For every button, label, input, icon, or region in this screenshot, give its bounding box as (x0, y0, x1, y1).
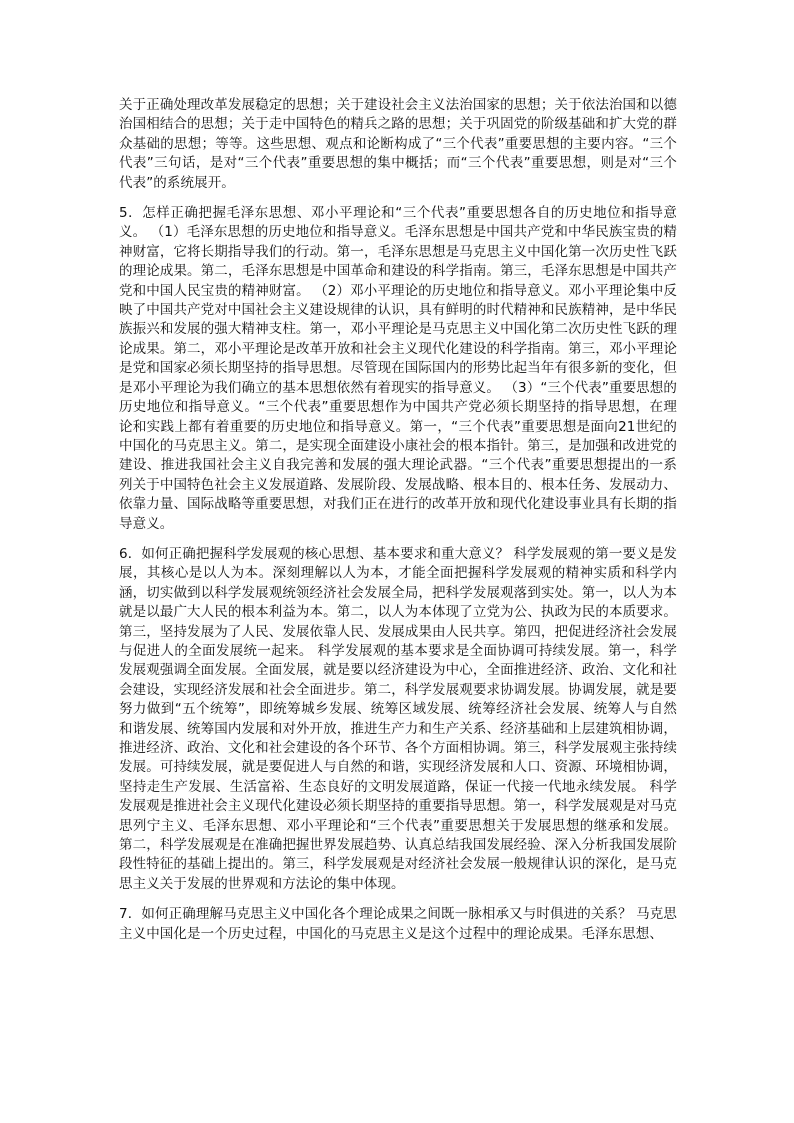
document-page (119, 96, 677, 955)
paragraph-question-5: 5．怎样正确把握毛泽东思想、邓小平理论和“三个代表”重要思想各自的历史地位和指导意义。 （1）毛泽东思想的历史地位和指导意义。毛泽东思想是中国共产党和中华民族宝贵的精神财富，它将长期指导我们的行动。第一，毛泽东思想是马克思主义中国化第一次历史性飞跃的理论成果。第二，毛泽东思想是中国革命和建设的科学指南。第三，毛泽东思想是中国共产党和中国人民宝贵的精神财富。 （2）邓小平理论的历史地位和指导意义。邓小平理论集中反映了中国共产党对中国社会主义建设规律的认识，具有鲜明的时代精神和民族精神，是中华民族振兴和发展的强大精神支柱。第一，邓小平理论是马克思主义中国化第二次历史性飞跃的理论成果。第二，邓小平理论是改革开放和社会主义现代化建设的科学指南。第三，邓小平理论是党和国家必须长期坚持的指导思想。尽管现在国际国内的形势比起当年有很多新的变化，但是邓小平理论为我们确立的基本思想依然有着现实的指导意义。 （3）“三个代表”重要思想的历史地位和指导意义。“三个代表”重要思想作为中国共产党必须长期坚持的指导思想，在理论和实践上都有着重要的历史地位和指导意义。第一，“三个代表”重要思想是面向21世纪的中国化的马克思主义。第二，是实现全面建设小康社会的根本指针。第三，是加强和改进党的建设、推进我国社会主义自我完善和发展的强大理论武器。“三个代表”重要思想提出的一系列关于中国特色社会主义发展道路、发展阶段、发展战略、根本目的、根本任务、发展动力、依靠力量、国际战略等重要思想，对我们正在进行的改革开放和现代化建设事业具有长期的指导意义。 (119, 205, 677, 532)
paragraph-intro-continuation: 关于正确处理改革发展稳定的思想；关于建设社会主义法治国家的思想；关于依法治国和以德治国相结合的思想；关于走中国特色的精兵之路的思想；关于巩固党的阶级基础和扩大党的群众基础的思想；等等。这些思想、观点和论断构成了“三个代表”重要思想的主要内容。“三个代表”三句话，是对“三个代表”重要思想的集中概括；而“三个代表”重要思想，则是对“三个代表”的系统展开。 (119, 97, 677, 191)
paragraph-question-7: 7．如何正确理解马克思主义中国化各个理论成果之间既一脉相承又与时俱进的关系？ 马克思主义中国化是一个历史过程，中国化的马克思主义是这个过程中的理论成果。毛泽东思想、 (119, 906, 677, 942)
paragraph-question-6: 6．如何正确把握科学发展观的核心思想、基本要求和重大意义？ 科学发展观的第一要义是发展，其核心是以人为本。深刻理解以人为本，才能全面把握科学发展观的精神实质和科学内涵，切实做到以科学发展观统领经济社会发展全局，把科学发展观落到实处。第一，以人为本就是以最广大人民的根本利益为本。第二，以人为本体现了立党为公、执政为民的本质要求。第三，坚持发展为了人民、发展依靠人民、发展成果由人民共享。第四，把促进经济社会发展与促进人的全面发展统一起来。 科学发展观的基本要求是全面协调可持续发展。第一，科学发展观强调全面发展。全面发展，就是要以经济建设为中心，全面推进经济、政治、文化和社会建设，实现经济发展和社会全面进步。第二，科学发展观要求协调发展。协调发展，就是要努力做到“五个统筹”，即统筹城乡发展、统筹区域发展、统筹经济社会发展、统筹人与自然和谐发展、统筹国内发展和对外开放，推进生产力和生产关系、经济基础和上层建筑相协调，推进经济、政治、文化和社会建设的各个环节、各个方面相协调。第三，科学发展观主张持续发展。可持续发展，就是要促进人与自然的和谐，实现经济发展和人口、资源、环境相协调，坚持走生产发展、生活富裕、生态良好的文明发展道路，保证一代接一代地永续发展。 科学发展观是推进社会主义现代化建设必须长期坚持的重要指导思想。第一，科学发展观是对马克思列宁主义、毛泽东思想、邓小平理论和“三个代表”重要思想关于发展思想的继承和发展。第二，科学发展观是在准确把握世界发展趋势、认真总结我国发展经验、深入分析我国发展阶段性特征的基础上提出的。第三，科学发展观是对经济社会发展一般规律认识的深化，是马克思主义关于发展的世界观和方法论的集中体现。 (119, 545, 677, 892)
